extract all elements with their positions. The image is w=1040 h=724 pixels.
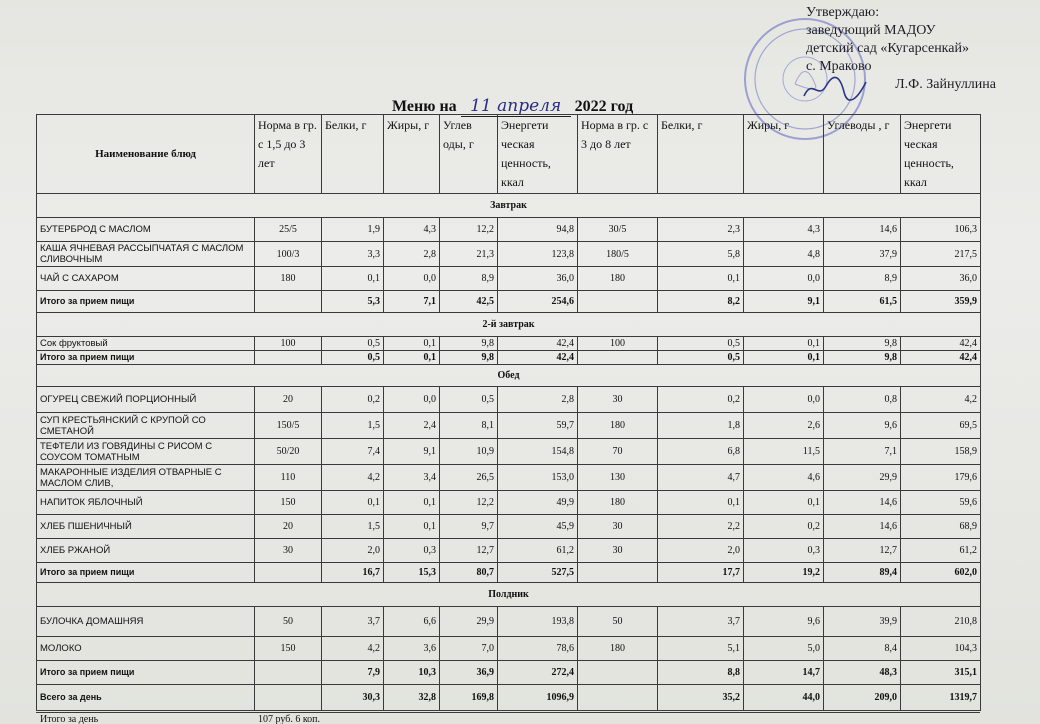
value-cell: 154,8 <box>498 439 578 465</box>
value-cell: 602,0 <box>901 563 981 583</box>
dish-name-cell: МОЛОКО <box>37 637 255 661</box>
meal-total-row <box>37 291 981 313</box>
title-date: 11 апреля <box>461 96 571 117</box>
value-cell: 70 <box>578 439 658 465</box>
value-cell: 1,5 <box>322 515 384 539</box>
value-cell: 2,4 <box>384 413 440 439</box>
value-cell: 12,7 <box>440 539 498 563</box>
value-cell: 49,9 <box>498 491 578 515</box>
value-cell: 30 <box>255 539 322 563</box>
value-cell: 61,2 <box>901 539 981 563</box>
value-cell: 2,0 <box>658 539 744 563</box>
approval-line: Утверждаю: <box>806 5 880 20</box>
value-cell <box>578 351 658 365</box>
dish-name-cell: Итого за прием пищи <box>37 661 255 685</box>
meal-section-row <box>37 194 981 218</box>
value-cell: 2,0 <box>322 539 384 563</box>
dish-name-cell: Итого за прием пищи <box>37 563 255 583</box>
meal-section-row <box>37 365 981 387</box>
value-cell: 209,0 <box>824 685 901 711</box>
value-cell: 106,3 <box>901 218 981 242</box>
value-cell: 48,3 <box>824 661 901 685</box>
approval-line: с. Мраково <box>806 59 872 74</box>
menu-body <box>37 194 981 711</box>
value-cell <box>255 291 322 313</box>
meal-section-title: Завтрак <box>37 194 981 218</box>
value-cell: 20 <box>255 387 322 413</box>
value-cell: 527,5 <box>498 563 578 583</box>
value-cell: 0,5 <box>658 337 744 351</box>
dish-name-cell: КАША ЯЧНЕВАЯ РАССЫПЧАТАЯ С МАСЛОМ СЛИВОЧНЫМ <box>37 242 255 267</box>
value-cell: 0,1 <box>384 491 440 515</box>
value-cell: 3,6 <box>384 637 440 661</box>
dish-name-cell: ТЕФТЕЛИ ИЗ ГОВЯДИНЫ С РИСОМ С СОУСОМ ТОМАТНЫМ <box>37 439 255 465</box>
value-cell: 50/20 <box>255 439 322 465</box>
meal-total-row <box>37 563 981 583</box>
value-cell: 7,1 <box>824 439 901 465</box>
value-cell: 180 <box>578 267 658 291</box>
value-cell: 69,5 <box>901 413 981 439</box>
value-cell: 4,2 <box>901 387 981 413</box>
value-cell: 0,8 <box>824 387 901 413</box>
bottom-partial-cost: 107 руб. 6 коп. <box>258 714 321 724</box>
value-cell: 0,1 <box>384 515 440 539</box>
value-cell: 3,7 <box>322 607 384 637</box>
value-cell: 180 <box>578 413 658 439</box>
value-cell: 0,0 <box>744 267 824 291</box>
column-header: Энергети ческая ценность, ккал <box>498 115 578 194</box>
value-cell: 29,9 <box>824 465 901 491</box>
value-cell <box>255 661 322 685</box>
value-cell: 12,2 <box>440 218 498 242</box>
value-cell: 0,1 <box>384 351 440 365</box>
value-cell: 6,6 <box>384 607 440 637</box>
value-cell: 254,6 <box>498 291 578 313</box>
value-cell: 180 <box>578 491 658 515</box>
value-cell: 4,2 <box>322 637 384 661</box>
value-cell: 37,9 <box>824 242 901 267</box>
value-cell: 25/5 <box>255 218 322 242</box>
value-cell: 180 <box>578 637 658 661</box>
value-cell: 0,0 <box>384 267 440 291</box>
dish-row <box>37 607 981 637</box>
value-cell: 179,6 <box>901 465 981 491</box>
value-cell: 0,1 <box>658 491 744 515</box>
value-cell: 11,5 <box>744 439 824 465</box>
value-cell: 193,8 <box>498 607 578 637</box>
value-cell: 14,7 <box>744 661 824 685</box>
value-cell: 9,7 <box>440 515 498 539</box>
meal-section-row <box>37 313 981 337</box>
dish-name-cell: НАПИТОК ЯБЛОЧНЫЙ <box>37 491 255 515</box>
value-cell: 36,0 <box>901 267 981 291</box>
value-cell: 35,2 <box>658 685 744 711</box>
value-cell: 1096,9 <box>498 685 578 711</box>
value-cell <box>578 563 658 583</box>
approval-line: детский сад «Кугарсенкай» <box>806 41 969 56</box>
value-cell: 9,8 <box>824 351 901 365</box>
value-cell: 3,3 <box>322 242 384 267</box>
signature-name: Л.Ф. Зайнуллина <box>895 77 996 92</box>
bottom-partial-row <box>36 712 980 724</box>
column-header: Жиры, г <box>744 115 824 194</box>
value-cell: 0,1 <box>322 267 384 291</box>
value-cell: 100 <box>255 337 322 351</box>
dish-row <box>37 337 981 351</box>
dish-name-cell: ХЛЕБ ПШЕНИЧНЫЙ <box>37 515 255 539</box>
value-cell: 3,7 <box>658 607 744 637</box>
value-cell: 1319,7 <box>901 685 981 711</box>
value-cell: 8,9 <box>824 267 901 291</box>
column-header: Норма в гр. с 1,5 до 3 лет <box>255 115 322 194</box>
value-cell: 44,0 <box>744 685 824 711</box>
value-cell: 8,1 <box>440 413 498 439</box>
value-cell: 30 <box>578 515 658 539</box>
value-cell: 29,9 <box>440 607 498 637</box>
value-cell: 0,2 <box>744 515 824 539</box>
value-cell: 26,5 <box>440 465 498 491</box>
value-cell: 5,1 <box>658 637 744 661</box>
dish-row <box>37 515 981 539</box>
value-cell: 0,1 <box>744 351 824 365</box>
value-cell: 9,1 <box>384 439 440 465</box>
column-header: Норма в гр. с 3 до 8 лет <box>578 115 658 194</box>
value-cell: 9,8 <box>824 337 901 351</box>
dish-name-cell: ОГУРЕЦ СВЕЖИЙ ПОРЦИОННЫЙ <box>37 387 255 413</box>
value-cell: 10,3 <box>384 661 440 685</box>
value-cell: 59,7 <box>498 413 578 439</box>
value-cell: 4,2 <box>322 465 384 491</box>
value-cell <box>578 661 658 685</box>
value-cell: 0,1 <box>658 267 744 291</box>
dish-row <box>37 242 981 267</box>
value-cell: 9,1 <box>744 291 824 313</box>
value-cell: 17,7 <box>658 563 744 583</box>
dish-name-cell: БУТЕРБРОД С МАСЛОМ <box>37 218 255 242</box>
value-cell: 2,2 <box>658 515 744 539</box>
title-suffix: 2022 год <box>574 98 634 115</box>
value-cell: 50 <box>255 607 322 637</box>
value-cell <box>255 563 322 583</box>
value-cell: 19,2 <box>744 563 824 583</box>
value-cell: 0,2 <box>322 387 384 413</box>
value-cell: 15,3 <box>384 563 440 583</box>
value-cell: 42,4 <box>901 351 981 365</box>
handwritten-signature <box>800 74 870 104</box>
value-cell: 0,3 <box>384 539 440 563</box>
value-cell: 14,6 <box>824 491 901 515</box>
dish-row <box>37 218 981 242</box>
value-cell: 150 <box>255 491 322 515</box>
title-prefix: Меню на <box>392 98 457 115</box>
value-cell: 8,2 <box>658 291 744 313</box>
approval-line: заведующий МАДОУ <box>806 23 936 38</box>
value-cell: 315,1 <box>901 661 981 685</box>
value-cell: 20 <box>255 515 322 539</box>
value-cell: 130 <box>578 465 658 491</box>
meal-total-row <box>37 661 981 685</box>
value-cell: 0,5 <box>322 351 384 365</box>
value-cell <box>255 685 322 711</box>
value-cell: 5,8 <box>658 242 744 267</box>
value-cell: 4,6 <box>744 465 824 491</box>
dish-row <box>37 387 981 413</box>
dish-name-cell: ЧАЙ С САХАРОМ <box>37 267 255 291</box>
value-cell: 110 <box>255 465 322 491</box>
value-cell: 36,9 <box>440 661 498 685</box>
value-cell: 30,3 <box>322 685 384 711</box>
header-row <box>37 115 981 194</box>
value-cell: 6,8 <box>658 439 744 465</box>
value-cell: 14,6 <box>824 218 901 242</box>
value-cell: 1,9 <box>322 218 384 242</box>
value-cell: 32,8 <box>384 685 440 711</box>
value-cell: 61,5 <box>824 291 901 313</box>
value-cell: 89,4 <box>824 563 901 583</box>
value-cell: 0,1 <box>322 491 384 515</box>
value-cell: 180 <box>255 267 322 291</box>
value-cell: 42,5 <box>440 291 498 313</box>
meal-section-title: 2-й завтрак <box>37 313 981 337</box>
dish-row <box>37 465 981 491</box>
value-cell: 150/5 <box>255 413 322 439</box>
day-total-row <box>37 685 981 711</box>
dish-row <box>37 439 981 465</box>
value-cell: 21,3 <box>440 242 498 267</box>
value-cell: 0,5 <box>440 387 498 413</box>
bottom-partial-label: Итого за день <box>40 714 99 724</box>
value-cell: 36,0 <box>498 267 578 291</box>
column-header: Белки, г <box>322 115 384 194</box>
value-cell: 0,3 <box>744 539 824 563</box>
value-cell: 4,7 <box>658 465 744 491</box>
value-cell: 9,6 <box>744 607 824 637</box>
value-cell: 16,7 <box>322 563 384 583</box>
column-header: Наименование блюд <box>37 115 255 194</box>
value-cell: 4,3 <box>384 218 440 242</box>
value-cell: 100 <box>578 337 658 351</box>
value-cell: 7,4 <box>322 439 384 465</box>
column-header: Углеводы , г <box>824 115 901 194</box>
dish-row <box>37 267 981 291</box>
value-cell: 7,9 <box>322 661 384 685</box>
value-cell: 359,9 <box>901 291 981 313</box>
value-cell: 2,3 <box>658 218 744 242</box>
value-cell: 1,8 <box>658 413 744 439</box>
value-cell: 4,3 <box>744 218 824 242</box>
value-cell: 61,2 <box>498 539 578 563</box>
value-cell: 153,0 <box>498 465 578 491</box>
value-cell: 42,4 <box>498 337 578 351</box>
value-cell: 39,9 <box>824 607 901 637</box>
dish-row <box>37 637 981 661</box>
value-cell: 45,9 <box>498 515 578 539</box>
value-cell: 12,7 <box>824 539 901 563</box>
value-cell <box>255 351 322 365</box>
dish-name-cell: Итого за прием пищи <box>37 291 255 313</box>
value-cell: 0,5 <box>658 351 744 365</box>
value-cell: 100/3 <box>255 242 322 267</box>
value-cell: 217,5 <box>901 242 981 267</box>
dish-name-cell: СУП КРЕСТЬЯНСКИЙ С КРУПОЙ СО СМЕТАНОЙ <box>37 413 255 439</box>
value-cell: 12,2 <box>440 491 498 515</box>
value-cell: 210,8 <box>901 607 981 637</box>
value-cell: 80,7 <box>440 563 498 583</box>
dish-name-cell: БУЛОЧКА ДОМАШНЯЯ <box>37 607 255 637</box>
value-cell: 50 <box>578 607 658 637</box>
value-cell: 7,0 <box>440 637 498 661</box>
value-cell: 0,1 <box>384 337 440 351</box>
column-header: Энергети ческая ценность, ккал <box>901 115 981 194</box>
value-cell: 3,4 <box>384 465 440 491</box>
value-cell: 2,8 <box>384 242 440 267</box>
value-cell: 8,4 <box>824 637 901 661</box>
dish-name-cell: Итого за прием пищи <box>37 351 255 365</box>
value-cell: 2,8 <box>498 387 578 413</box>
value-cell: 94,8 <box>498 218 578 242</box>
value-cell: 169,8 <box>440 685 498 711</box>
meal-total-row <box>37 351 981 365</box>
value-cell: 104,3 <box>901 637 981 661</box>
meal-section-title: Обед <box>37 365 981 387</box>
value-cell: 0,1 <box>744 491 824 515</box>
value-cell: 7,1 <box>384 291 440 313</box>
value-cell: 150 <box>255 637 322 661</box>
dish-name-cell: МАКАРОННЫЕ ИЗДЕЛИЯ ОТВАРНЫЕ С МАСЛОМ СЛИВ, <box>37 465 255 491</box>
dish-name-cell: Сок фруктовый <box>37 337 255 351</box>
value-cell: 0,2 <box>658 387 744 413</box>
dish-name-cell: Всего за день <box>37 685 255 711</box>
value-cell: 30 <box>578 387 658 413</box>
value-cell: 4,8 <box>744 242 824 267</box>
dish-name-cell: ХЛЕБ РЖАНОЙ <box>37 539 255 563</box>
value-cell: 78,6 <box>498 637 578 661</box>
value-cell: 0,1 <box>744 337 824 351</box>
value-cell: 42,4 <box>901 337 981 351</box>
value-cell: 42,4 <box>498 351 578 365</box>
value-cell: 123,8 <box>498 242 578 267</box>
value-cell: 1,5 <box>322 413 384 439</box>
value-cell: 30/5 <box>578 218 658 242</box>
value-cell <box>578 685 658 711</box>
value-cell: 272,4 <box>498 661 578 685</box>
dish-row <box>37 413 981 439</box>
value-cell: 158,9 <box>901 439 981 465</box>
value-cell: 0,0 <box>744 387 824 413</box>
column-header: Белки, г <box>658 115 744 194</box>
value-cell: 5,0 <box>744 637 824 661</box>
column-header: Жиры, г <box>384 115 440 194</box>
value-cell: 59,6 <box>901 491 981 515</box>
value-cell <box>578 291 658 313</box>
value-cell: 0,0 <box>384 387 440 413</box>
dish-row <box>37 539 981 563</box>
value-cell: 14,6 <box>824 515 901 539</box>
value-cell: 5,3 <box>322 291 384 313</box>
value-cell: 8,9 <box>440 267 498 291</box>
dish-row <box>37 491 981 515</box>
value-cell: 9,8 <box>440 351 498 365</box>
value-cell: 0,5 <box>322 337 384 351</box>
value-cell: 2,6 <box>744 413 824 439</box>
meal-section-title: Полдник <box>37 583 981 607</box>
value-cell: 30 <box>578 539 658 563</box>
value-cell: 10,9 <box>440 439 498 465</box>
value-cell: 9,6 <box>824 413 901 439</box>
menu-table <box>36 114 981 711</box>
column-header: Углев оды, г <box>440 115 498 194</box>
value-cell: 9,8 <box>440 337 498 351</box>
value-cell: 8,8 <box>658 661 744 685</box>
value-cell: 180/5 <box>578 242 658 267</box>
meal-section-row <box>37 583 981 607</box>
value-cell: 68,9 <box>901 515 981 539</box>
